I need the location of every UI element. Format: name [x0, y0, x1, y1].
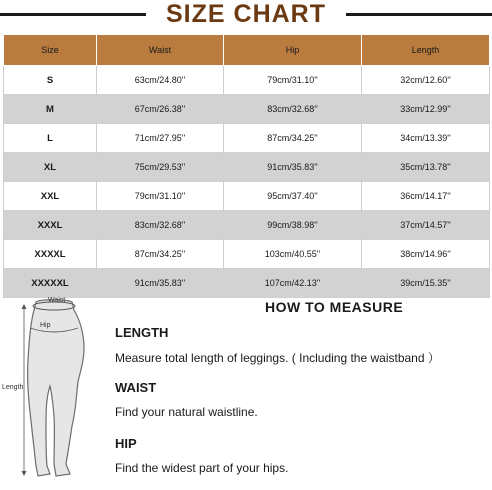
title-row: [0, 0, 492, 30]
waist-heading: WAIST: [115, 380, 157, 395]
header-waist: Waist: [97, 35, 224, 66]
length-cell: 33cm/12.99'': [362, 95, 490, 124]
hip-cell: 79cm/31.10'': [224, 66, 362, 95]
waist-figure-label: Waist: [48, 297, 66, 304]
length-cell: 36cm/14.17'': [362, 182, 490, 211]
length-arrow-top: [22, 304, 27, 309]
waist-cell: 63cm/24.80'': [97, 66, 224, 95]
length-cell: 34cm/13.39'': [362, 124, 490, 153]
waist-cell: 67cm/26.38'': [97, 95, 224, 124]
title-divider-left: [0, 13, 146, 16]
page-title: SIZE CHART: [166, 0, 326, 28]
table-row: [4, 182, 490, 211]
hip-heading: HIP: [115, 436, 137, 451]
table-row: [4, 240, 490, 269]
table-row: [4, 66, 490, 95]
header-hip: Hip: [224, 35, 362, 66]
size-cell: XL: [4, 153, 97, 182]
how-to-measure-section: [115, 288, 485, 483]
hip-figure-label: Hip: [40, 322, 51, 329]
hip-cell: 103cm/40.55'': [224, 240, 362, 269]
hip-cell: 107cm/42.13'': [224, 269, 362, 298]
table-header-row: [4, 35, 490, 66]
hip-cell: 83cm/32.68'': [224, 95, 362, 124]
length-cell: 35cm/13.78'': [362, 153, 490, 182]
size-cell: XXXL: [4, 211, 97, 240]
leggings-measurement-figure: [0, 288, 110, 485]
waist-cell: 87cm/34.25'': [97, 240, 224, 269]
leggings-silhouette: [28, 300, 84, 476]
hip-cell: 87cm/34.25'': [224, 124, 362, 153]
how-to-measure-title: HOW TO MEASURE: [265, 299, 404, 315]
table-row: [4, 153, 490, 182]
length-cell: 39cm/15.35'': [362, 269, 490, 298]
table-row: [4, 95, 490, 124]
length-description: Measure total length of leggings. ( Including the waistband ）: [115, 351, 440, 365]
hip-cell: 95cm/37.40'': [224, 182, 362, 211]
length-arrow-bottom: [22, 471, 27, 476]
size-cell: XXXXXL: [4, 269, 97, 298]
waist-cell: 79cm/31.10'': [97, 182, 224, 211]
length-cell: 37cm/14.57'': [362, 211, 490, 240]
size-cell: XXL: [4, 182, 97, 211]
size-cell: M: [4, 95, 97, 124]
waist-description: Find your natural waistline.: [115, 405, 258, 419]
size-cell: L: [4, 124, 97, 153]
table-row: [4, 211, 490, 240]
waist-cell: 83cm/32.68'': [97, 211, 224, 240]
title-divider-right: [346, 13, 492, 16]
header-length: Length: [362, 35, 490, 66]
hip-cell: 91cm/35.83'': [224, 153, 362, 182]
hip-description: Find the widest part of your hips.: [115, 461, 289, 475]
length-heading: LENGTH: [115, 325, 169, 340]
size-cell: XXXXL: [4, 240, 97, 269]
table-row: [4, 124, 490, 153]
length-figure-label: Length: [2, 384, 24, 391]
size-chart-table: [3, 34, 490, 298]
waist-cell: 71cm/27.95'': [97, 124, 224, 153]
header-size: Size: [4, 35, 97, 66]
waist-cell: 75cm/29.53'': [97, 153, 224, 182]
length-cell: 32cm/12.60'': [362, 66, 490, 95]
size-cell: S: [4, 66, 97, 95]
length-cell: 38cm/14.96'': [362, 240, 490, 269]
hip-cell: 99cm/38.98'': [224, 211, 362, 240]
waist-cell: 91cm/35.83'': [97, 269, 224, 298]
